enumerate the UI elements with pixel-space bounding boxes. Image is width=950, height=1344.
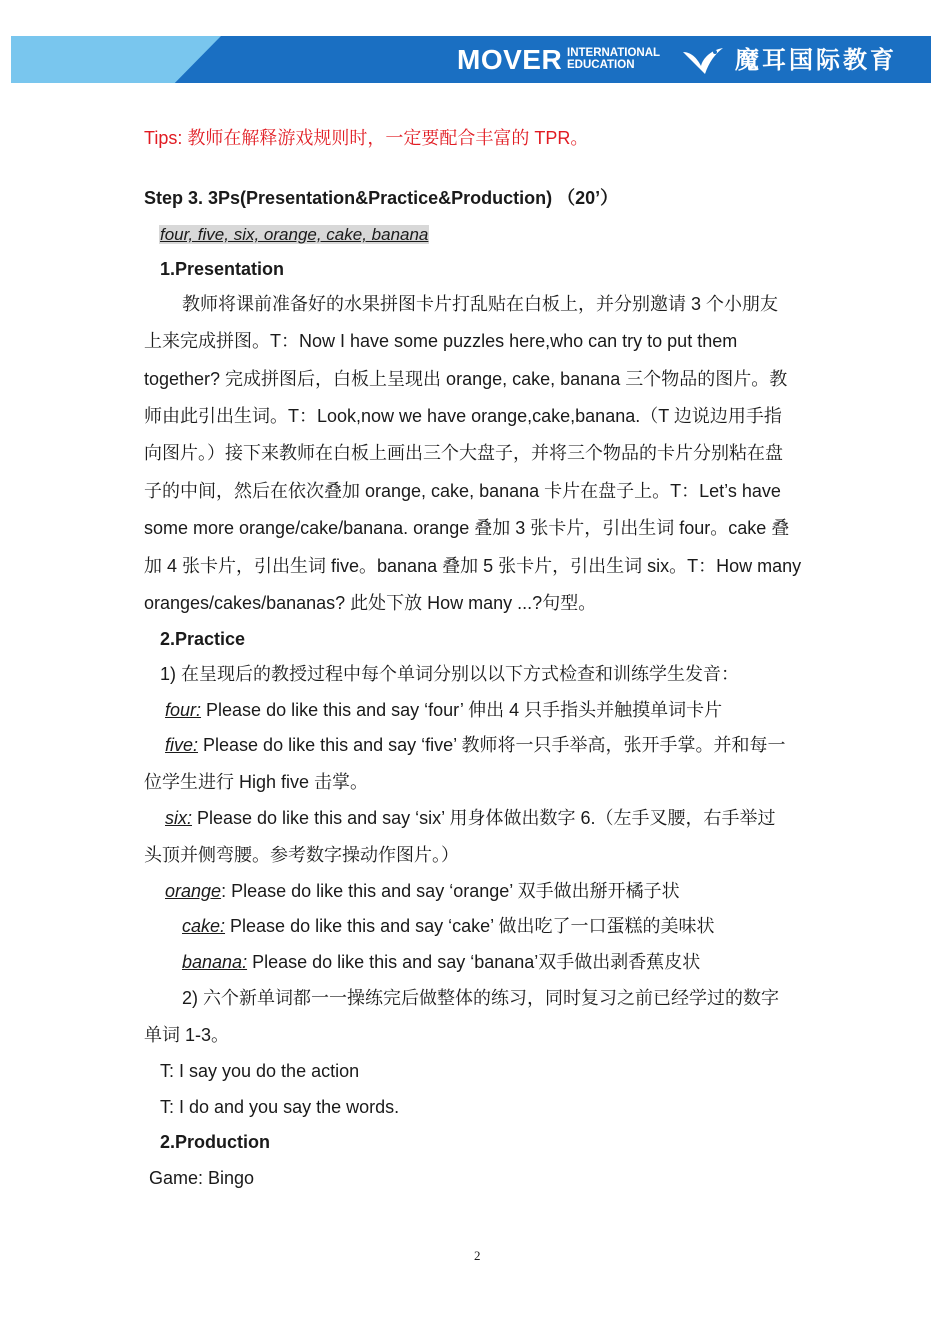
- practice-item-text: Please do like this and say ‘six’ 用身体做出数字 6.（左手叉腰，右手举过: [192, 808, 776, 828]
- practice-item-text: Please do like this and say ‘five’ 教师将一只手举高，张开手掌。并和每一: [198, 735, 786, 755]
- practice-item-text: Please do like this and say ‘cake’ 做出吃了一口蛋糕的美味状: [225, 916, 715, 936]
- paragraph-line: 向图片。）接下来教师在白板上画出三个大盘子，并将三个物品的卡片分别粘在盘: [144, 443, 783, 463]
- brand-subtitle-line2: EDUCATION: [567, 59, 635, 71]
- production-heading: 2.Production: [160, 1132, 271, 1152]
- word-label: banana:: [182, 952, 248, 972]
- paragraph-line: some more orange/cake/banana. orange 叠加 3 张卡片，引出生词 four。cake 叠: [144, 518, 790, 538]
- word-label: cake:: [182, 916, 226, 936]
- word-label: six:: [165, 808, 192, 828]
- vocab-line: [159, 223, 429, 246]
- paragraph-line: oranges/cakes/bananas? 此处下放 How many ...?句型。: [144, 593, 597, 613]
- practice-step2-line: 2) 六个新单词都一一操练完后做整体的练习，同时复习之前已经学过的数字: [182, 988, 780, 1008]
- vocab-words: four, five, six, orange, cake, banana: [160, 225, 429, 244]
- word-label: four:: [165, 700, 202, 720]
- practice-item-orange: [165, 880, 680, 902]
- header-banner: [11, 36, 931, 83]
- practice-heading: 2.Practice: [160, 629, 246, 649]
- presentation-heading: 1.Presentation: [160, 259, 285, 279]
- teacher-line: T: I do and you say the words.: [160, 1097, 400, 1117]
- practice-item-text: : Please do like this and say ‘orange’ 双手做出掰开橘子状: [221, 881, 680, 901]
- practice-item-five: [165, 734, 785, 756]
- paragraph-line: 子的中间，然后在依次叠加 orange, cake, banana 卡片在盘子上。T：Let’s have: [144, 481, 781, 501]
- word-label: orange: [165, 881, 222, 901]
- word-label: five:: [165, 735, 199, 755]
- page-number: 2: [474, 1248, 481, 1263]
- practice-item-cake: [182, 915, 715, 937]
- brand-name: MOVER: [457, 44, 563, 75]
- header-light-stripe: [11, 36, 221, 83]
- tips-text: Tips: 教师在解释游戏规则时，一定要配合丰富的 TPR。: [144, 128, 589, 148]
- teacher-line: T: I say you do the action: [160, 1061, 360, 1081]
- step3-heading: Step 3. 3Ps(Presentation&Practice&Production) （20’）: [144, 188, 619, 208]
- paragraph-line: 加 4 张卡片，引出生词 five。banana 叠加 5 张卡片，引出生词 six。T：How many: [144, 556, 802, 576]
- practice-item-banana: [182, 951, 700, 973]
- practice-item-six: [165, 807, 775, 829]
- production-game: Game: Bingo: [149, 1168, 255, 1188]
- paragraph-line: together? 完成拼图后，白板上呈现出 orange, cake, banana 三个物品的图片。教: [144, 369, 788, 389]
- practice-item-text: Please do like this and say ‘four’ 伸出 4 只手指头并触摸单词卡片: [201, 700, 723, 720]
- practice-item-text: Please do like this and say ‘banana’双手做出剥香蕉皮状: [247, 952, 701, 972]
- practice-intro: 1) 在呈现后的教授过程中每个单词分别以以下方式检查和训练学生发音：: [160, 664, 740, 684]
- brand-name-cn: 魔耳国际教育: [735, 46, 897, 74]
- paragraph-line: 师由此引出生词。T：Look,now we have orange,cake,banana.（T 边说边用手指: [144, 406, 782, 426]
- bird-logo-icon: [681, 46, 725, 81]
- practice-item-four: [165, 699, 722, 721]
- brand-subtitle-line1: INTERNATIONAL: [567, 47, 661, 59]
- brand-subtitle: [567, 47, 660, 71]
- practice-item-continuation: 头顶并侧弯腰。参考数字操动作图片。）: [144, 845, 459, 865]
- paragraph-line: 上来完成拼图。T：Now I have some puzzles here,who can try to put them: [144, 331, 738, 351]
- practice-step2-line: 单词 1-3。: [144, 1025, 230, 1045]
- practice-item-continuation: 位学生进行 High five 击掌。: [144, 772, 369, 792]
- paragraph-line: 教师将课前准备好的水果拼图卡片打乱贴在白板上，并分别邀请 3 个小朋友: [182, 294, 779, 314]
